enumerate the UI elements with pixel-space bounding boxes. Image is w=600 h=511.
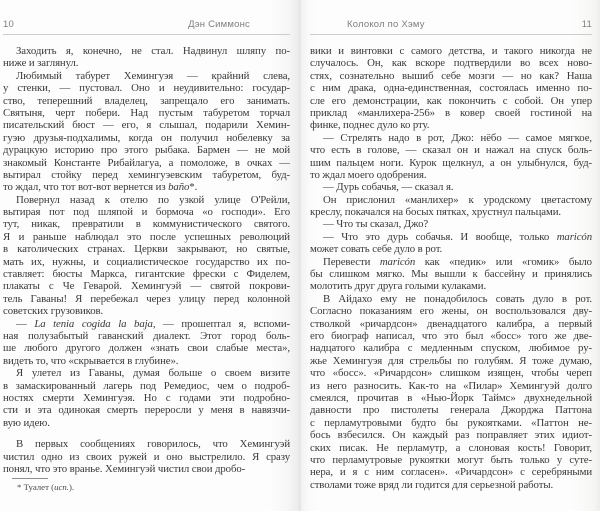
paragraph (3, 194, 290, 318)
paragraph (310, 194, 592, 219)
text-line: с перламутровыми будто бы рукоятками. «Паттон не- (310, 416, 592, 429)
text-line: В первых сообщениях говорилось, что Хемингуэй (16, 438, 290, 451)
text-line: дурацкую историю про этого рыбака. Бармен — не мой (3, 144, 290, 157)
text-line: финке, поднес дуло ко рту. (310, 119, 430, 132)
text-line: — La tenia cogida la baja, — прошептал я, вспоми- (16, 317, 290, 330)
text-line: видеть то, что «скрывается в глубине». (3, 354, 179, 367)
text-line: — Стрелять надо в рот, Джо: нёбо — самое мягкое, (323, 131, 592, 144)
text-line: В Айдахо ему не понадобилось совать дуло в рот. (323, 292, 592, 305)
text-line: тут, никак, превратили в коммунистического святого. (3, 218, 290, 231)
text-line: тель Гаваны! Я перебежал через улицу перед колонной (3, 292, 290, 305)
text-line: с ним драка, одна-единственная, состоялась именно по- (310, 82, 592, 95)
text-line: вики и винтовки с самого детства, и такого никогда не (310, 45, 592, 57)
text-line: мать их, нужны, и социалистическое государство их по- (3, 255, 290, 268)
text-line: ских писак. Не перламутр, а слоновая кость! Говорит, (310, 441, 592, 454)
left-page-number: 10 (3, 19, 14, 30)
text-line: ностях смерти Хемингуэя. Но с годами эти подробно- (3, 391, 290, 404)
text-line: Повернул назад к отелю по узкой улице О'Рейли, (16, 193, 290, 206)
text-line: в католических странах. Церкви закрывают, но святые, (3, 243, 290, 256)
text-line: писательский бюст — его, я слышал, подарили Хемин- (3, 119, 290, 132)
text-line: надцатого калибра с медленным спуском, любимое ру- (310, 342, 592, 355)
text-line: стях, сознательно вышиб себе мозги — но как? Наша (310, 69, 592, 82)
paragraph (310, 256, 592, 293)
footnote-text: * Туалет (исп.). (17, 482, 75, 493)
text-line: может совать себе дуло в рот. (310, 243, 443, 256)
text-line: сти и эта одинокая смерть переросли у меня в навязчи- (3, 404, 290, 417)
paragraph (310, 181, 592, 193)
text-line: креслу, покачался на босых пятках, хрустнул пальцами. (310, 206, 561, 219)
text-line: знакомый Константе Рибайлагуа, а помоложе, в очках — (3, 156, 290, 169)
text-line: ная полузабытый гаванский диалект. Этот город боль- (3, 329, 290, 342)
running-title-book: Колокол по Хэму (347, 19, 425, 30)
footnote (3, 478, 290, 492)
header-rule (310, 34, 592, 35)
right-page-number: 11 (581, 19, 592, 30)
text-line: — Что это дурь собачья. И вообще, только maricón (323, 230, 592, 243)
text-line: Согласно показаниям его жены, он воспользовался дву- (310, 305, 592, 318)
text-line: Любимый табурет Хемингуэя — крайний слева, (16, 69, 290, 82)
header-rule (3, 34, 290, 35)
text-line: нера, и я с ним согласен». «Ричардсон» с серебряными (310, 466, 592, 479)
text-line: его биограф написал, что это был «босс» того же две- (310, 329, 592, 342)
text-line: бось взбесился. Он каждый раз поправляет этих идиот- (310, 429, 592, 442)
footnote-rule (12, 478, 48, 479)
text-line: то ждал, что тот вот-вот вернется из baño*. (3, 181, 198, 194)
text-line: Я и раньше наблюдал это после успешных революций (3, 230, 290, 243)
text-line: то ждал моего одобрения. (310, 168, 427, 181)
paragraph (310, 132, 592, 182)
text-line: жье Хемингуэя для стрельбы по голубям. Я тоже думаю, (310, 354, 592, 367)
text-line: бы слишком мягко. Мы вышли к бассейну и принялись (310, 268, 592, 281)
text-line: смеялся, прочитав в «Нью-Йорк Таймс» двухнедельной (310, 391, 592, 404)
text-line: стволами тоже вряд ли годится для серьезной работы. (310, 478, 554, 491)
paragraph (3, 70, 290, 194)
text-line: — Что ты сказал, Джо? (323, 218, 429, 231)
text-line: случалось. Он, как вскоре подтвердили во всех ново- (310, 57, 592, 70)
right-page-header (310, 19, 592, 30)
paragraph (310, 218, 592, 230)
paragraph (3, 318, 290, 368)
paragraph (3, 438, 290, 475)
right-page-text (310, 45, 592, 491)
text-line: приклад «манлихера-256» в ковер своей гостиной на (310, 106, 592, 119)
text-line: — Дурь собачья, — сказал я. (323, 181, 454, 194)
text-line: шим пальцем ноги. Курок щелкнул, а он улыбнулся, буд- (310, 156, 592, 169)
text-line: ниже и заглянул. (3, 57, 79, 70)
text-line: у стенки, — пустовал. Оно и неудивительно: государ- (3, 82, 290, 95)
text-line: молотить друг друга голыми кулаками. (310, 280, 487, 293)
text-line: Я улетел из Гаваны, думая больше о своем визите (16, 367, 290, 380)
text-line: вытирал стойку перед хемингуэевским табуретом, буд- (3, 168, 290, 181)
text-line: гуэю друзья-подхалимы, когда он получил нобелевку за (3, 131, 290, 144)
text-line: что перламутровые рукоятки могут быть только у суте- (310, 453, 592, 466)
text-line: Он прислонил «манлихер» к уродскому цветастому (323, 193, 592, 206)
text-line: что «босс». «Ричардсон» слишком изящен, чтобы череп (310, 367, 592, 380)
text-line: вытирая пот под шляпой и бормоча «о господи». Его (3, 206, 290, 219)
running-title-author: Дэн Симмонс (188, 19, 250, 30)
text-line: Святыня, черт побери. Над пустым табуретом торчал (3, 106, 290, 119)
text-line: понял, что это вранье. Хемингуэй чистил свои дробо- (3, 462, 246, 475)
text-line: ше любого другого должен «знать свои слабые места», (3, 342, 290, 355)
text-line: Перевести maricón как «педик» или «гомик» было (323, 255, 592, 268)
text-line: сле его демонстрации, как покончить с собой. Он упер (310, 94, 592, 107)
left-page-text (3, 45, 290, 475)
text-line: в замаскированный лагерь под Ремедиос, чем о подроб- (3, 379, 290, 392)
text-line: вую идею. (3, 416, 50, 429)
paragraph (310, 231, 592, 256)
text-line: советских грузовиков. (3, 305, 104, 318)
text-line: ство, теперешний владелец, запрещало его занимать. (3, 94, 290, 107)
text-line: стволкой «ричардсон» двенадцатого калибра, а первый (310, 317, 592, 330)
text-line: Заходить я, конечно, не стал. Надвинул шляпу по- (16, 45, 290, 57)
left-page-header (3, 19, 290, 30)
text-line: из него разносить. Как-то на «Пилар» Хемингуэй долго (310, 379, 592, 392)
paragraph (3, 367, 290, 429)
text-line: что есть в голове, — сказал он и нажал на спуск боль- (310, 144, 592, 157)
text-line: давности про пистолеты генерала Джорджа Паттона (310, 404, 592, 417)
paragraph (310, 45, 592, 132)
text-line: ставляет: бюсты Маркса, гигантские фрески с Фиделем, (3, 268, 290, 281)
paragraph (3, 45, 290, 70)
paragraph (310, 293, 592, 491)
text-line: плакаты с Че Геварой. Хемингуэй — святой покрови- (3, 280, 290, 293)
text-line: чистил одно из своих ружей и оно выстрелило. Я сразу (3, 450, 290, 463)
right-page[interactable] (300, 0, 600, 511)
